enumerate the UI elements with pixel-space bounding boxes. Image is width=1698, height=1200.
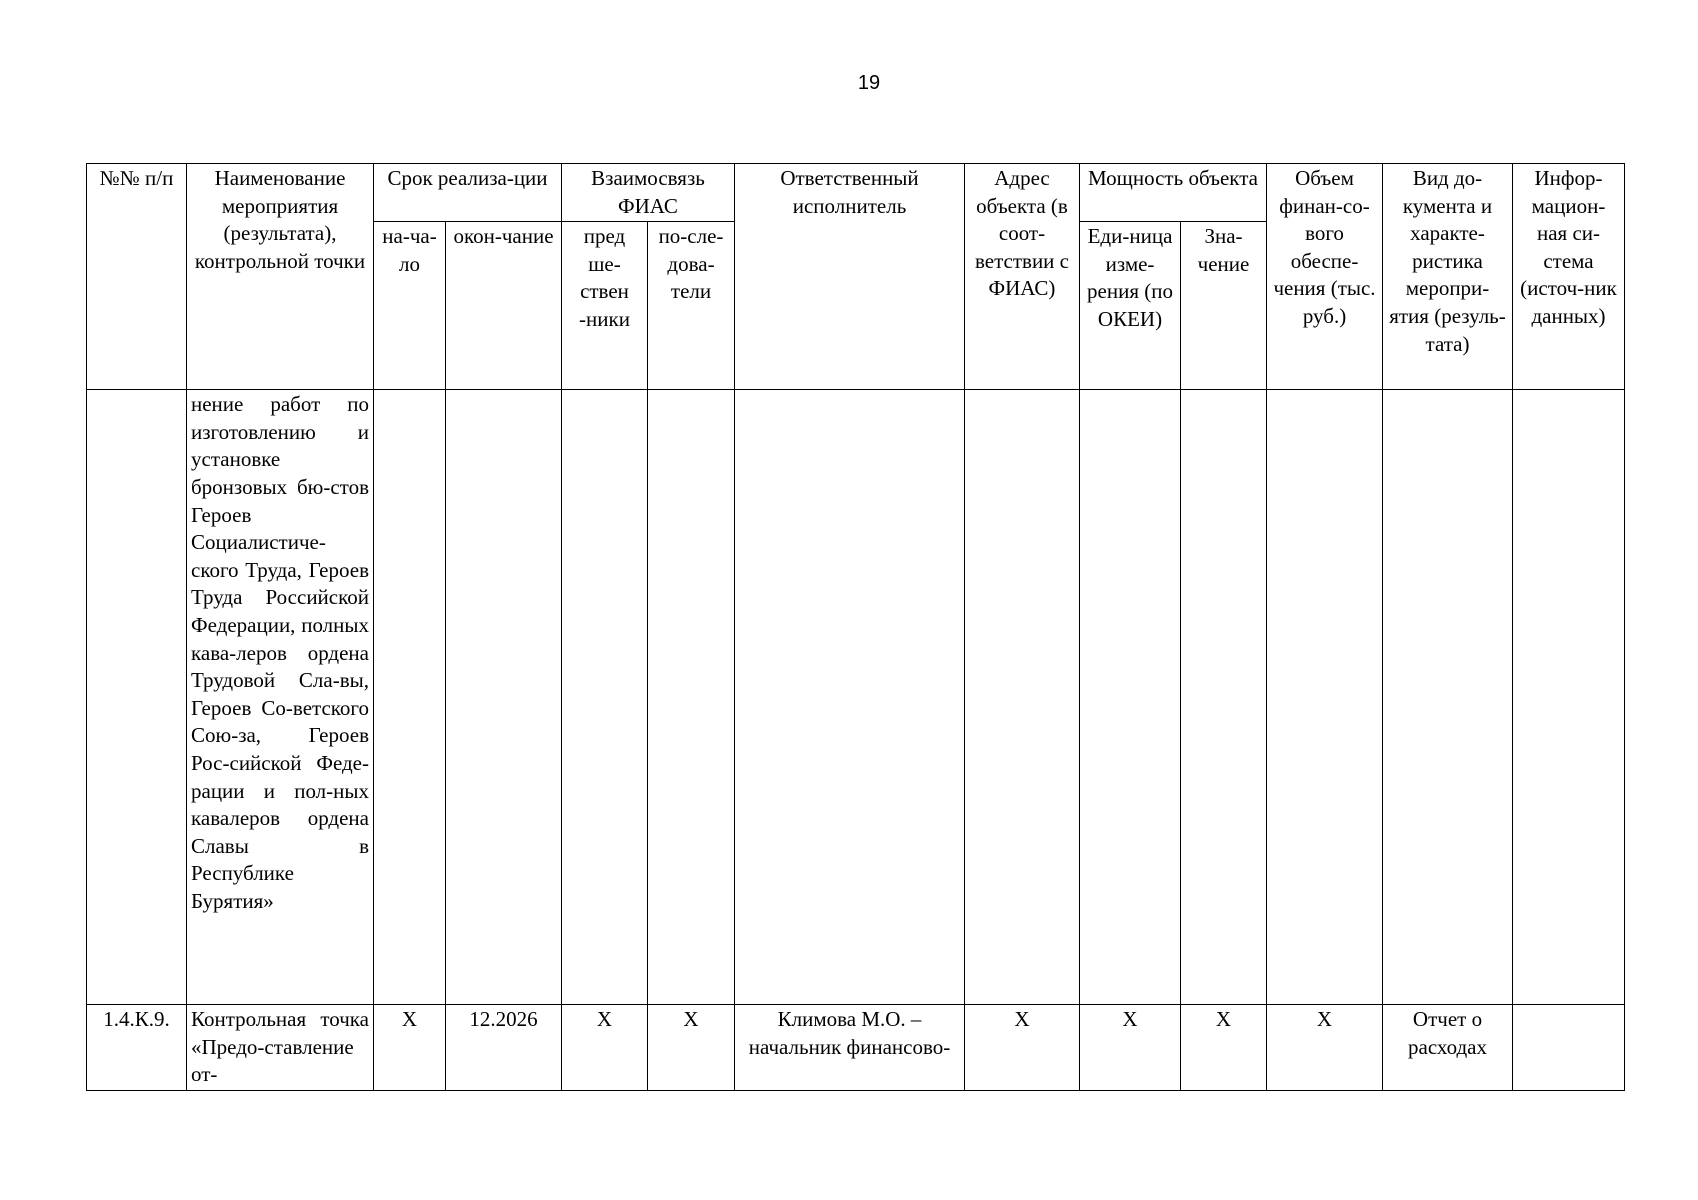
cell-start: Х: [374, 1005, 446, 1091]
header-capacity-unit: Еди-ница изме-рения (по ОКЕИ): [1080, 222, 1181, 390]
header-capacity-value: Зна-чение: [1181, 222, 1267, 390]
cell-info: [1513, 1005, 1625, 1091]
page-number: 19: [857, 72, 881, 94]
table-row: [87, 1005, 1625, 1091]
header-term: Срок реализа-ции: [374, 164, 562, 222]
cell-info: [1513, 390, 1625, 1005]
cell-end: [446, 390, 562, 1005]
cell-next: Х: [648, 1005, 735, 1091]
header-num: №№ п/п: [87, 164, 187, 390]
cell-finance: [1267, 390, 1383, 1005]
header-responsible: Ответственный исполнитель: [735, 164, 965, 390]
header-finance: Объем финан-со-вого обеспе-чения (тыс. руб.): [1267, 164, 1383, 390]
cell-responsible: [735, 390, 965, 1005]
cell-responsible: Климова М.О. – начальник финансово-: [735, 1005, 965, 1091]
header-link: Взаимосвязь ФИАС: [562, 164, 735, 222]
cell-unit: Х: [1080, 1005, 1181, 1091]
header-link-next: по-сле-дова-тели: [648, 222, 735, 390]
cell-num: 1.4.К.9.: [87, 1005, 187, 1091]
cell-name: нение работ по изготовлению и установке бронзовых бю-стов Героев Социалистиче-ского Труда, Героев Труда Российской Федерации, полных кава-леров ордена Трудовой Сла-вы, Героев Со-ветского Сою-за, Героев Рос-сийской Феде-рации и пол-ных кавалеров ордена Славы в Республике Бурятия»: [187, 390, 374, 1005]
cell-start: [374, 390, 446, 1005]
cell-value: [1181, 390, 1267, 1005]
cell-end: 12.2026: [446, 1005, 562, 1091]
header-address: Адрес объекта (в соот-ветствии с ФИАС): [965, 164, 1080, 390]
table-row-continued: [87, 390, 1625, 1005]
header-term-start: на-ча-ло: [374, 222, 446, 390]
header-row: [87, 164, 1625, 222]
cell-value: Х: [1181, 1005, 1267, 1091]
header-doc-type: Вид до-кумента и характе-ристика меропри-ятия (резуль-тата): [1383, 164, 1513, 390]
header-term-end: окон-чание: [446, 222, 562, 390]
cell-next: [648, 390, 735, 1005]
cell-name: Контрольная точка «Предо-ставление от-: [187, 1005, 374, 1091]
header-info-system: Инфор-мацион-ная си-стема (источ-ник данных): [1513, 164, 1625, 390]
header-link-prev: пред ше-ствен -ники: [562, 222, 648, 390]
cell-prev: [562, 390, 648, 1005]
cell-prev: Х: [562, 1005, 648, 1091]
cell-address: Х: [965, 1005, 1080, 1091]
cell-doc: Отчет о расходах: [1383, 1005, 1513, 1091]
header-name: Наименование мероприятия (результата), контрольной точки: [187, 164, 374, 390]
cell-unit: [1080, 390, 1181, 1005]
header-capacity: Мощность объекта: [1080, 164, 1267, 222]
cell-finance: Х: [1267, 1005, 1383, 1091]
cell-doc: [1383, 390, 1513, 1005]
activities-table: [86, 163, 1625, 1091]
cell-address: [965, 390, 1080, 1005]
cell-num: [87, 390, 187, 1005]
